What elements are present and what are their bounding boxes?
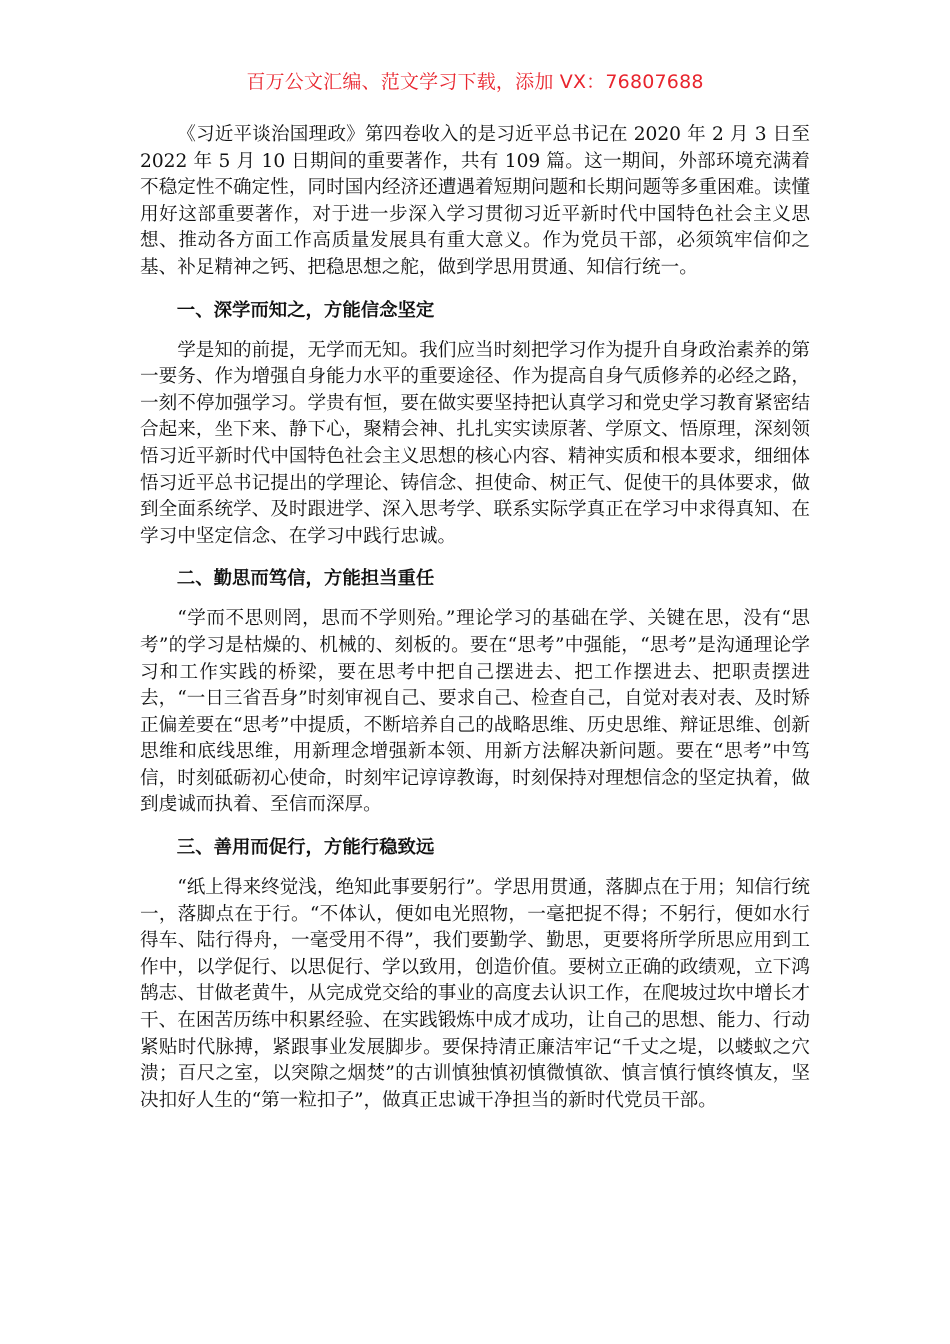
section-paragraph: “学而不思则罔，思而不学则殆。”理论学习的基础在学、关键在思，没有“思考”的学习是枯燥的、机械的、刻板的。要在“思考”中强能，“思考”是沟通理论学习和工作实践的桥梁，要在思考中把自己摆进去、把工作摆进去、把职责摆进去，“一日三省吾身”时刻审视自己、要求自己、检查自己，自觉对表对表、及时矫正偏差要在“思考”中提质，不断培养自己的战略思维、历史思维、辩证思维、创新思维和底线思维，用新理念增强新本领、用新方法解决新问题。要在“思考”中笃信，时刻砥砺初心使命，时刻牢记谆谆教诲，时刻保持对理想信念的坚定执着，做到虔诚而执着、至信而深厚。 xyxy=(140,608,810,816)
article-body xyxy=(140,122,810,1114)
header-banner: 百万公文汇编、范文学习下载，添加 VX：76807688 xyxy=(246,71,704,93)
section-heading: 一、深学而知之，方能信念坚定 xyxy=(176,299,435,321)
section-heading: 三、善用而促行，方能行稳致远 xyxy=(176,837,435,859)
section-paragraph: 学是知的前提，无学而无知。我们应当时刻把学习作为提升自身政治素养的第一要务、作为增强自身能力水平的重要途径、作为提高自身气质修养的必经之路，一刻不停加强学习。学贵有恒，要在做实要坚持把认真学习和党史学习教育紧密结合起来，坐下来、静下心，聚精会神、扎扎实实读原著、学原文、悟原理，深刻领悟习近平新时代中国特色社会主义思想的核心内容、精神实质和根本要求，细细体悟习近平总书记提出的学理论、铸信念、担使命、树正气、促使干的具体要求，做到全面系统学、及时跟进学、深入思考学、联系实际学真正在学习中求得真知、在学习中坚定信念、在学习中践行忠诚。 xyxy=(140,339,810,547)
section-paragraph: “纸上得来终觉浅，绝知此事要躬行”。学思用贯通，落脚点在于用；知信行统一，落脚点在于行。“不体认，便如电光照物，一毫把捉不得；不躬行，便如水行得车、陆行得舟，一毫受用不得”，我们要勤学、勤思，更要将所学所思应用到工作中，以学促行、以思促行、学以致用，创造价值。要树立正确的政绩观，立下鸿鹄志、甘做老黄牛，从完成党交给的事业的高度去认识工作，在爬坡过坎中增长才干、在困苦历练中积累经验、在实践锻炼中成才成功，让自己的思想、能力、行动紧贴时代脉搏，紧跟事业发展脚步。要保持清正廉洁牢记“千丈之堤，以蝼蚁之穴溃；百尺之室，以突隙之烟焚”的古训慎独慎初慎微慎欲、慎言慎行慎终慎友，坚决扣好人生的“第一粒扣子”，做真正忠诚干净担当的新时代党员干部。 xyxy=(140,877,810,1111)
section-heading: 二、勤思而笃信，方能担当重任 xyxy=(176,568,435,590)
intro-paragraph: 《习近平谈治国理政》第四卷收入的是习近平总书记在 2020 年 2 月 3 日至 2022 年 5 月 10 日期间的重要著作，共有 109 篇。这一期间，外部环境充满着不稳定性不确定性，同时国内经济还遭遇着短期问题和长期问题等多重困难。读懂用好这部重要著作，对于进一步深入学习贯彻习近平新时代中国特色社会主义思想、推动各方面工作高质量发展具有重大意义。作为党员干部，必须筑牢信仰之基、补足精神之钙、把稳思想之舵，做到学思用贯通、知信行统一。 xyxy=(140,124,810,278)
